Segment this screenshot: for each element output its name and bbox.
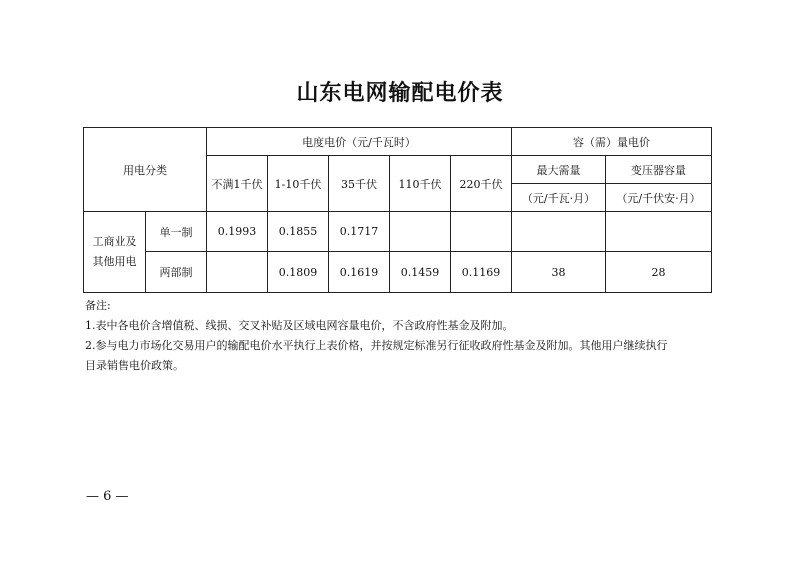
price-cell: 0.1809	[268, 252, 329, 293]
customer-group-cell	[84, 212, 146, 293]
page-number: — 6 —	[86, 489, 129, 504]
price-cell: 0.1855	[268, 212, 329, 252]
table-row	[84, 212, 712, 252]
note-item: 2.参与电力市场化交易用户的输配电价水平执行上表价格，并按规定标准另行征收政府性基金及附加。其他用户继续执行	[85, 339, 668, 352]
price-cell: 0.1993	[207, 212, 268, 252]
voltage-level-header: 110千伏	[390, 156, 451, 212]
max-demand-header: 最大需量	[512, 156, 606, 184]
price-cell	[207, 252, 268, 293]
price-cell	[390, 212, 451, 252]
document-title: 山东电网输配电价表	[296, 81, 504, 106]
transformer-capacity-cell	[606, 212, 712, 252]
transformer-capacity-cell: 28	[606, 252, 712, 293]
voltage-level-header: 1-10千伏	[268, 156, 329, 212]
category-header: 用电分类	[84, 128, 207, 212]
notes-heading: 备注:	[85, 299, 111, 312]
customer-group-label-line2: 其他用电	[92, 255, 137, 268]
voltage-level-header: 220千伏	[451, 156, 512, 212]
price-cell: 0.1169	[451, 252, 512, 293]
voltage-level-header: 35千伏	[329, 156, 390, 212]
note-item: 目录销售电价政策。	[85, 359, 184, 372]
transformer-capacity-unit: （元/千伏安·月）	[606, 184, 712, 212]
voltage-level-header: 不满1千伏	[207, 156, 268, 212]
price-cell: 0.1619	[329, 252, 390, 293]
tariff-type-label: 单一制	[146, 212, 207, 252]
tariff-type-label: 两部制	[146, 252, 207, 293]
energy-price-header: 电度电价（元/千瓦时）	[207, 128, 512, 156]
capacity-price-header: 容（需）量电价	[512, 128, 712, 156]
max-demand-unit: （元/千瓦·月）	[512, 184, 606, 212]
price-cell: 0.1459	[390, 252, 451, 293]
max-demand-cell	[512, 212, 606, 252]
max-demand-cell: 38	[512, 252, 606, 293]
price-cell	[451, 212, 512, 252]
customer-group-label-line1: 工商业及	[92, 235, 137, 248]
tariff-table	[83, 127, 712, 293]
transformer-capacity-header: 变压器容量	[606, 156, 712, 184]
notes-section	[85, 296, 725, 376]
note-item: 1.表中各电价含增值税、线损、交叉补贴及区域电网容量电价，不含政府性基金及附加。	[85, 319, 514, 332]
table-row	[84, 252, 712, 293]
table-header-row	[84, 128, 712, 156]
price-cell: 0.1717	[329, 212, 390, 252]
